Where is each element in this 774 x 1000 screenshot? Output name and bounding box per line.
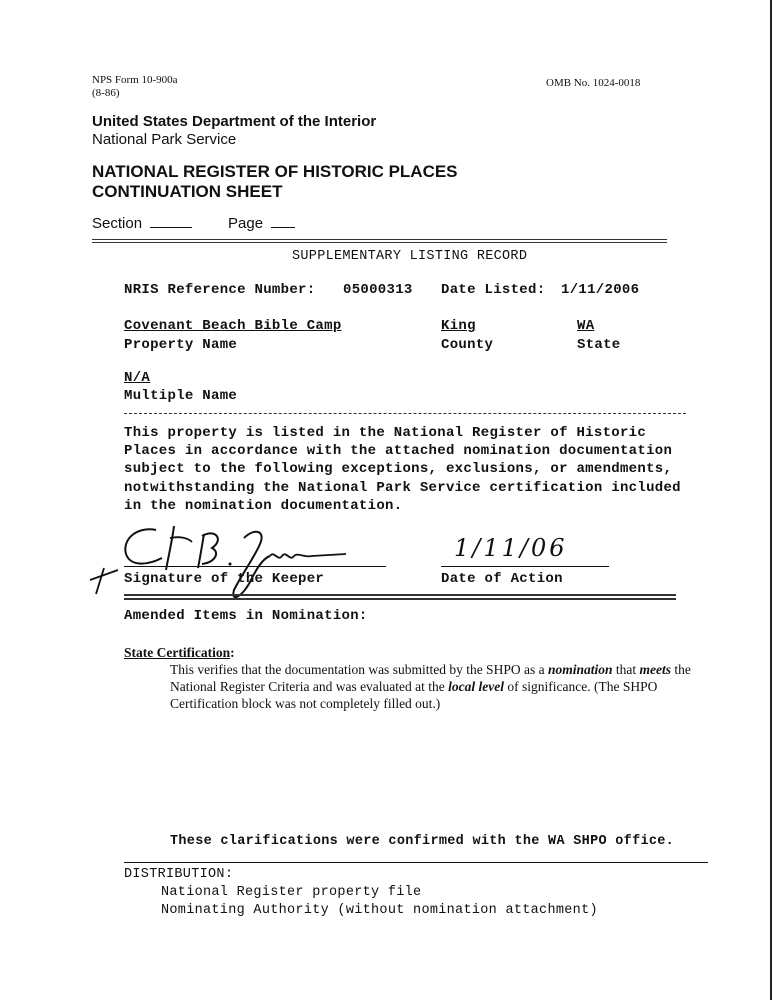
multiple-name-value: N/A bbox=[124, 370, 151, 386]
state-certification-heading bbox=[124, 645, 235, 661]
signature-line bbox=[124, 566, 386, 567]
state-label: State bbox=[577, 337, 621, 353]
statement-line-3: subject to the following exceptions, exclusions, or amendments, bbox=[124, 461, 673, 477]
date-line bbox=[441, 566, 609, 567]
statement-line-5: in the nomination documentation. bbox=[124, 498, 403, 514]
state-certification-colon: : bbox=[230, 645, 235, 660]
amended-items-label: Amended Items in Nomination: bbox=[124, 608, 368, 624]
distribution-heading: DISTRIBUTION: bbox=[124, 867, 234, 882]
multiple-name-label: Multiple Name bbox=[124, 388, 238, 404]
cert-text: This verifies that the documentation was submitted by the SHPO as a bbox=[170, 662, 548, 677]
handwritten-date: 1/11/06 bbox=[454, 534, 568, 562]
statement-line-2: Places in accordance with the attached nomination documentation bbox=[124, 443, 673, 459]
section-blank bbox=[150, 215, 192, 228]
form-revision: (8-86) bbox=[92, 87, 120, 99]
distribution-item: Nominating Authority (without nomination attachment) bbox=[161, 903, 598, 918]
statement-line-1: This property is listed in the National Register of Historic bbox=[124, 425, 647, 441]
page-field bbox=[228, 215, 295, 232]
omb-number: OMB No. 1024-0018 bbox=[546, 77, 641, 89]
document-title: NATIONAL REGISTER OF HISTORIC PLACES bbox=[92, 162, 458, 181]
page-label: Page bbox=[228, 215, 264, 232]
cert-emphasis-nomination: nomination bbox=[547, 662, 613, 677]
cert-text: of significance. (The SHPO bbox=[504, 679, 658, 694]
state-certification-title: State Certification bbox=[124, 645, 231, 660]
property-name-label: Property Name bbox=[124, 337, 238, 353]
cert-emphasis-meets: meets bbox=[639, 662, 671, 677]
certification-line-3: Certification block was not completely filled out.) bbox=[170, 696, 441, 711]
certification-line-1 bbox=[170, 661, 691, 678]
property-name-value: Covenant Beach Bible Camp bbox=[124, 318, 342, 334]
cert-text: the bbox=[670, 662, 691, 677]
distribution-divider bbox=[124, 862, 708, 863]
cert-text: that bbox=[612, 662, 640, 677]
service-name: National Park Service bbox=[92, 131, 237, 148]
certification-line-2 bbox=[170, 678, 657, 695]
section-field bbox=[92, 215, 192, 232]
date-listed-label: Date Listed: bbox=[441, 282, 546, 298]
clarification-note: These clarifications were confirmed with the WA SHPO office. bbox=[170, 834, 675, 849]
nris-label: NRIS Reference Number: bbox=[124, 282, 316, 298]
cert-text: National Register Criteria and was evaluated at the bbox=[170, 679, 449, 694]
page-edge bbox=[770, 0, 772, 1000]
signature-divider bbox=[124, 594, 676, 600]
county-label: County bbox=[441, 337, 494, 353]
nris-value: 05000313 bbox=[343, 282, 413, 298]
header-divider bbox=[92, 239, 667, 243]
date-of-action-label: Date of Action bbox=[441, 571, 563, 587]
page-blank bbox=[271, 215, 295, 228]
county-value: King bbox=[441, 318, 476, 334]
date-listed-value: 1/11/2006 bbox=[561, 282, 640, 298]
record-heading: SUPPLEMENTARY LISTING RECORD bbox=[292, 249, 528, 264]
distribution-item: National Register property file bbox=[161, 885, 422, 900]
signature-label: Signature of the Keeper bbox=[124, 571, 325, 587]
cert-emphasis-local-level: local level bbox=[448, 679, 505, 694]
section-label: Section bbox=[92, 215, 143, 232]
department-name: United States Department of the Interior bbox=[92, 113, 377, 130]
document-subtitle: CONTINUATION SHEET bbox=[92, 182, 283, 201]
form-number: NPS Form 10-900a bbox=[92, 74, 178, 86]
dashed-divider bbox=[124, 413, 686, 414]
statement-line-4: notwithstanding the National Park Service certification included bbox=[124, 480, 681, 496]
state-value: WA bbox=[577, 318, 595, 334]
